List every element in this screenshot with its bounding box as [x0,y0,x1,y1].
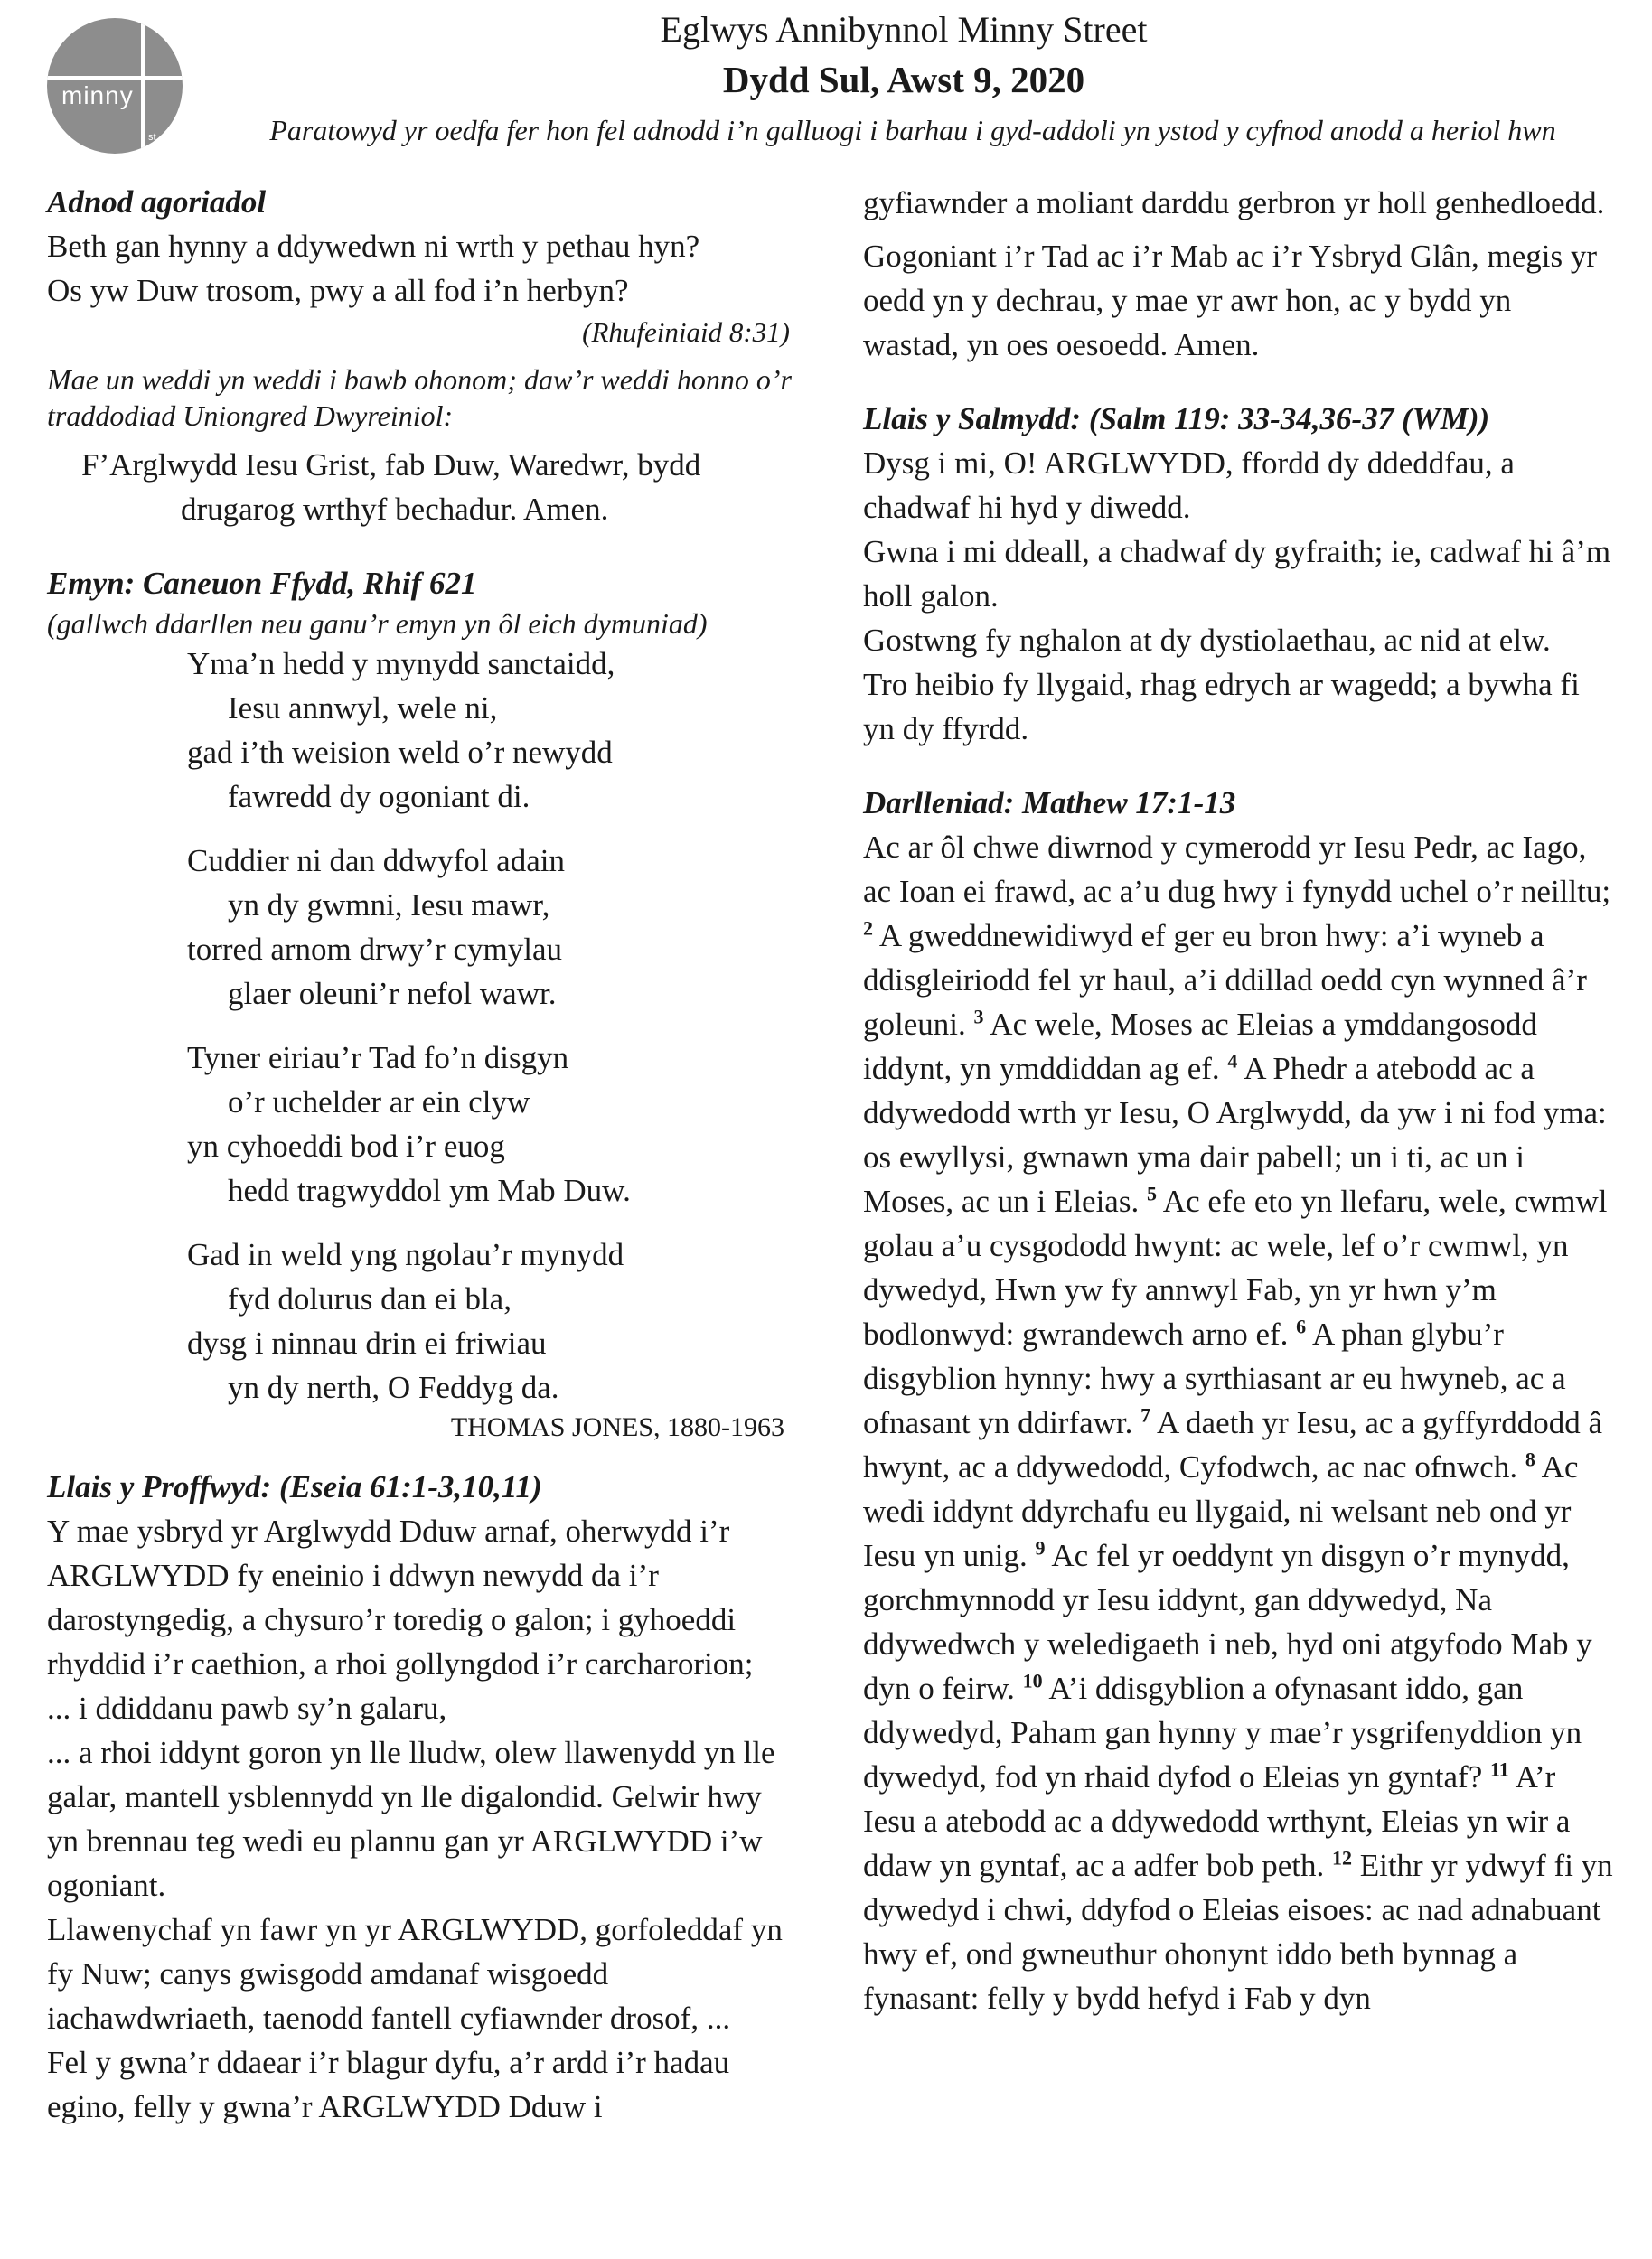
verse-number: 2 [863,916,873,940]
reading-verse-text: A gweddnewidiwyd ef ger eu bron hwy: a’i wyneb a ddisgleiriodd fel yr haul, a’i ddillad oedd cyn wynned â’r goleuni. [863,918,1587,1042]
hymn-note: (gallwch ddarllen neu ganu’r emyn yn ôl eich dymuniad) [47,607,708,640]
hymn-line: yn dy gwmni, Iesu mawr, [228,887,550,923]
hymn-line: dysg i ninnau drin ei friwiau [187,1326,547,1361]
logo-cross-horizontal [47,76,183,80]
psalm-line: Tro heibio fy llygaid, rhag edrych ar wagedd; a bywha fi yn dy ffyrdd. [863,667,1580,746]
hymn-author: THOMAS JONES, 1880-1963 [450,1412,784,1442]
hymn-line: fawredd dy ogoniant di. [228,779,530,814]
hymn-heading: Emyn: Caneuon Ffydd, Rhif 621 [47,566,477,601]
verse-number: 12 [1331,1846,1352,1870]
reading-verse-text: A phan glybu’r disgyblion hynny: hwy a syrthiasant ar eu hwyneb, ac a ofnasant yn ddirfawr. [863,1317,1566,1440]
verse-number: 4 [1227,1049,1238,1073]
reading-verse-text: Eithr yr ydwyf fi yn dywedyd i chwi, ddyfod o Eleias eisoes: ac nad adnabuant hwy ef, ond gwneuthur ohonynt iddo beth bynnag a fynasant: felly y bydd hefyd i Fab y dyn [863,1848,1613,2016]
verse-number: 5 [1146,1182,1157,1205]
hymn-line: Tyner eiriau’r Tad fo’n disgyn [187,1040,569,1075]
hymn-line: Iesu annwyl, wele ni, [228,690,498,726]
prayer-line-1: F’Arglwydd Iesu Grist, fab Duw, Waredwr, bydd [81,447,701,483]
prayer-text [47,443,797,531]
hymn-line: yn dy nerth, O Feddyg da. [228,1370,559,1405]
right-column [863,181,1613,2020]
service-date: Dydd Sul, Awst 9, 2020 [722,59,1085,100]
reading-heading: Darlleniad: Mathew 17:1-13 [863,785,1236,820]
verse-number: 7 [1140,1403,1151,1427]
psalm-line: Gostwng fy nghalon at dy dystiolaethau, ac nid at elw. [863,623,1551,658]
reading-verse-text: A daeth yr Iesu, ac a gyffyrddodd â hwynt, ac a ddywedodd, Cyfodwch, ac nac ofnwch. [863,1405,1603,1485]
hymn-line: Gad in weld yng ngolau’r mynydd [187,1237,624,1272]
opening-heading: Adnod agoriadol [47,184,267,220]
hymn-line: yn cyhoeddi bod i’r euog [187,1129,505,1164]
hymn-line: o’r uchelder ar ein clyw [228,1084,530,1120]
verse-number: 10 [1022,1669,1043,1692]
verse-number: 3 [973,1005,984,1028]
prayer-line-2: drugarog wrthyf bechadur. Amen. [181,492,609,527]
reading-verse-text: A’r Iesu a atebodd ac a ddywedodd wrthynt, Eleias yn wir a ddaw yn gyntaf, ac a adfer bob peth. [863,1759,1571,1883]
prayer-note: Mae un weddi yn weddi i bawb ohonom; daw’r weddi honno o’r traddodiad Uniongred Dwyreiniol: [47,363,792,432]
opening-citation: (Rhufeiniaid 8:31) [582,316,790,348]
opening-line-2: Os yw Duw trosom, pwy a all fod i’n herbyn? [47,273,629,308]
hymn-line: Cuddier ni dan ddwyfol adain [187,843,565,878]
prophet-paragraph: ... a rhoi iddynt goron yn lle lludw, olew llawenydd yn lle galar, mantell ysblennydd yn lle digalondid. Gelwir hwy yn brennau teg wedi eu plannu gan yr ARGLWYDD i’w ogoniant. [47,1735,775,1903]
reading-text [863,825,1613,2020]
church-logo [47,18,183,154]
hymn-line: Yma’n hedd y mynydd sanctaidd, [187,646,615,681]
hymn-line: fyd dolurus dan ei bla, [228,1281,512,1317]
prophet-continuation: gyfiawnder a moliant darddu gerbron yr holl genhedloedd. [863,185,1605,220]
reading-verse-text: Ac ar ôl chwe diwrnod y cymerodd yr Iesu Pedr, ac Iago, ac Ioan ei frawd, ac a’u dug hwy i fynydd uchel o’r neilltu; [863,830,1611,909]
reading-verse-text: Ac fel yr oeddynt yn disgyn o’r mynydd, gorchmynnodd yr Iesu iddynt, gan ddywedyd, Na ddywedwch y weledigaeth i neb, hyd oni atgyfodo Mab y dyn o feirw. [863,1538,1592,1706]
prophet-heading: Llais y Proffwyd: (Eseia 61:1-3,10,11) [47,1469,542,1504]
left-column [47,181,797,2129]
verse-number: 8 [1525,1448,1535,1471]
hymn-line: hedd tragwyddol ym Mab Duw. [228,1173,631,1208]
hymn-line: gad i’th weision weld o’r newydd [187,735,613,770]
psalm-line: Dysg i mi, O! ARGLWYDD, ffordd dy ddeddfau, a chadwaf hi hyd y diwedd. [863,445,1515,525]
opening-line-1: Beth gan hynny a ddywedwn ni wrth y pethau hyn? [47,229,700,264]
logo-small-text: st [148,132,156,143]
gloria-text: Gogoniant i’r Tad ac i’r Mab ac i’r Ysbryd Glân, megis yr oedd yn y dechrau, y mae yr awr hon, ac y bydd yn wastad, yn oes oesoedd. Amen. [863,239,1598,362]
reading-verse-text: Ac wedi iddynt ddyrchafu eu llygaid, ni welsant neb ond yr Iesu yn unig. [863,1449,1579,1573]
logo-cross-vertical [141,18,145,154]
hymn-stanza-1 [47,642,797,819]
hymn-line: glaer oleuni’r nefol wawr. [228,976,557,1011]
prophet-paragraph: Llawenychaf yn fawr yn yr ARGLWYDD, gorfoleddaf yn fy Nuw; canys gwisgodd amdanaf wisgoedd iachawdwriaeth, taenodd fantell cyfiawnder drosof, ... [47,1912,783,2036]
hymn-stanza-2 [47,839,797,1016]
psalm-line: Gwna i mi ddeall, a chadwaf dy gyfraith; ie, cadwaf hi â’m holl galon. [863,534,1611,614]
hymn-stanza-4 [47,1233,797,1410]
hymn-stanza-3 [47,1036,797,1213]
hymn-line: torred arnom drwy’r cymylau [187,932,562,967]
psalmist-heading: Llais y Salmydd: (Salm 119: 33-34,36-37 (WM)) [863,401,1490,436]
verse-number: 11 [1490,1758,1509,1781]
reading-verse-text: Ac wele, Moses ac Eleias a ymddangosodd iddynt, yn ymddiddan ag ef. [863,1007,1537,1086]
reading-verse-text: Ac efe eto yn llefaru, wele, cwmwl golau a’u cysgododd hwynt: ac wele, lef o’r cwmwl, yn dywedyd, Hwn yw fy annwyl Fab, yn yr hwn y’m bodlonwyd: gwrandewch arno ef. [863,1184,1608,1352]
prophet-paragraph: Y mae ysbryd yr Arglwydd Dduw arnaf, oherwydd i’r ARGLWYDD fy eneinio i ddwyn newydd da i’r darostyngedig, a chysuro’r toredig o galon; i gyhoeddi rhyddid i’r caethion, a rhoi gollyngdod i’r carcharorion; [47,1514,754,1682]
church-name: Eglwys Annibynnol Minny Street [660,9,1148,50]
prophet-paragraph: ... i ddiddanu pawb sy’n galaru, [47,1691,447,1726]
logo-text: minny [61,81,134,109]
verse-number: 6 [1296,1315,1307,1338]
reading-verse-text: A’i ddisgyblion a ofynasant iddo, gan ddywedyd, Paham gan hynny y mae’r ysgrifenyddion yn dywedyd, fod yn rhaid dyfod o Eleias yn gyntaf? [863,1671,1582,1795]
header-subtitle: Paratowyd yr oedfa fer hon fel adnodd i’n galluogi i barhau i gyd-addoli yn ystod y cyfnod anodd a heriol hwn [269,114,1556,146]
prophet-paragraph: Fel y gwna’r ddaear i’r blagur dyfu, a’r ardd i’r hadau egino, felly y gwna’r ARGLWYDD Dduw i [47,2045,730,2124]
verse-number: 9 [1035,1536,1046,1560]
reading-verse-text: A Phedr a atebodd ac a ddywedodd wrth yr Iesu, O Arglwydd, da yw i ni fod yma: os ewyllysi, gwnawn yma dair pabell; un i ti, ac un i Moses, ac un i Eleias. [863,1051,1607,1219]
